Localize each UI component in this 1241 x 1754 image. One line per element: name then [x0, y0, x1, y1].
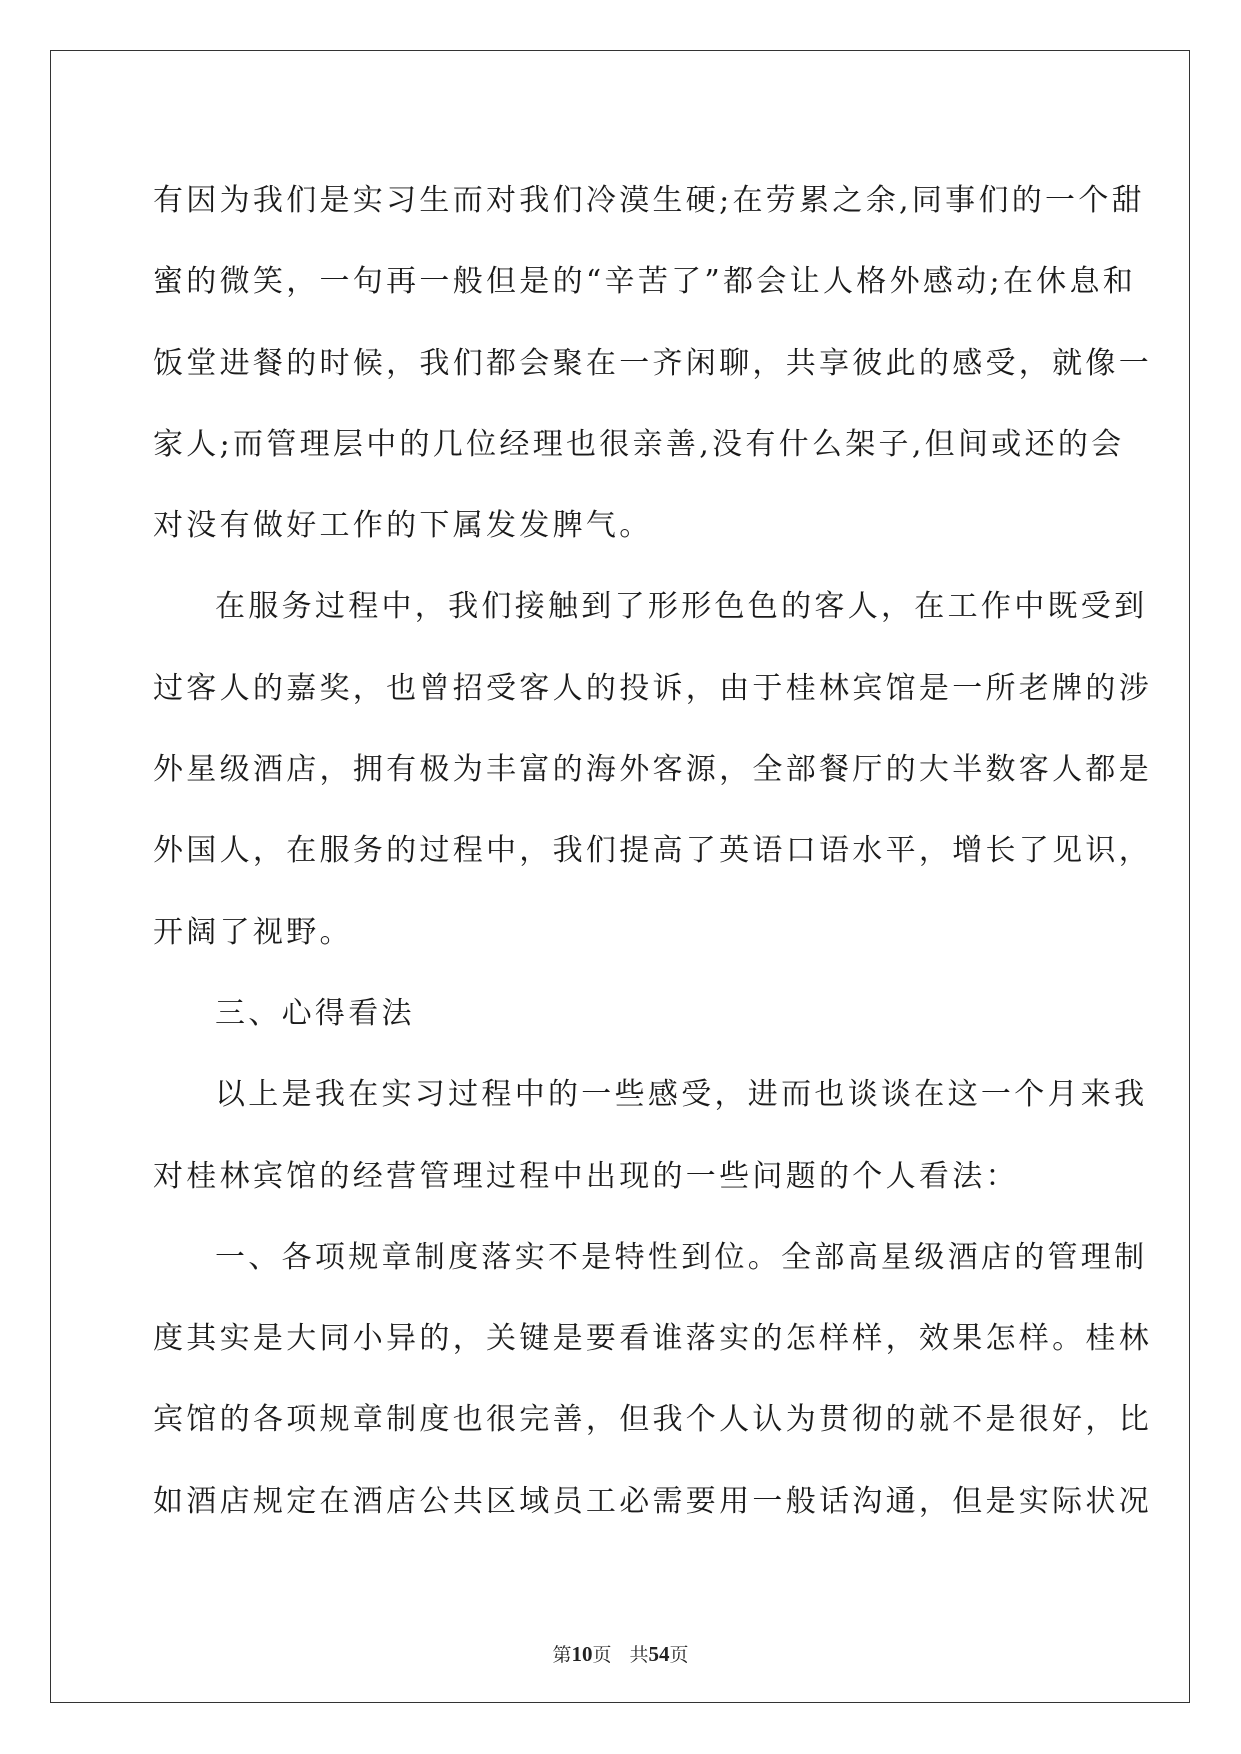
text-line: 外星级酒店，拥有极为丰富的海外客源，全部餐厅的大半数客人都是: [153, 752, 1152, 788]
section-heading: 三、心得看法: [215, 995, 415, 1031]
document-body: [153, 160, 1152, 1542]
total-pages: 54: [648, 1642, 670, 1666]
text-line: 对桂林宾馆的经营管理过程中出现的一些问题的个人看法：: [153, 1158, 1019, 1194]
text-line: 宾馆的各项规章制度也很完善，但我个人认为贯彻的就不是很好，比: [153, 1402, 1152, 1438]
page-prefix: 第: [552, 1644, 572, 1666]
text-line: 家人;而管理层中的几位经理也很亲善,没有什么架子,但间或还的会: [153, 426, 1125, 462]
paragraph-start-line: 一、各项规章制度落实不是特性到位。全部高星级酒店的管理制: [215, 1239, 1148, 1275]
text-line: 如酒店规定在酒店公共区域员工必需要用一般话沟通，但是实际状况: [153, 1483, 1152, 1519]
text-line: 蜜的微笑，一句再一般但是的“辛苦了”都会让人格外感动;在休息和: [153, 264, 1137, 300]
paragraph-start-line: 在服务过程中，我们接触到了形形色色的客人，在工作中既受到: [215, 589, 1148, 625]
page-footer: [0, 1640, 1241, 1667]
text-line: 度其实是大同小异的，关键是要看谁落实的怎样样，效果怎样。桂林: [153, 1321, 1152, 1357]
text-line: 过客人的嘉奖，也曾招受客人的投诉，由于桂林宾馆是一所老牌的涉: [153, 670, 1152, 706]
total-prefix: 共: [629, 1644, 649, 1666]
page-number: 10: [571, 1642, 593, 1666]
page-suffix: 页: [592, 1644, 612, 1666]
text-line: 有因为我们是实习生而对我们冷漠生硬;在劳累之余,同事们的一个甜: [153, 183, 1145, 218]
text-line: 开阔了视野。: [153, 914, 353, 950]
text-line: 对没有做好工作的下属发发脾气。: [153, 508, 653, 544]
paragraph-start-line: 以上是我在实习过程中的一些感受，进而也谈谈在这一个月来我: [215, 1077, 1148, 1113]
total-suffix: 页: [669, 1644, 689, 1666]
text-line: 饭堂进餐的时候，我们都会聚在一齐闲聊，共享彼此的感受，就像一: [153, 345, 1152, 381]
text-line: 外国人，在服务的过程中，我们提高了英语口语水平，增长了见识，: [153, 833, 1152, 869]
